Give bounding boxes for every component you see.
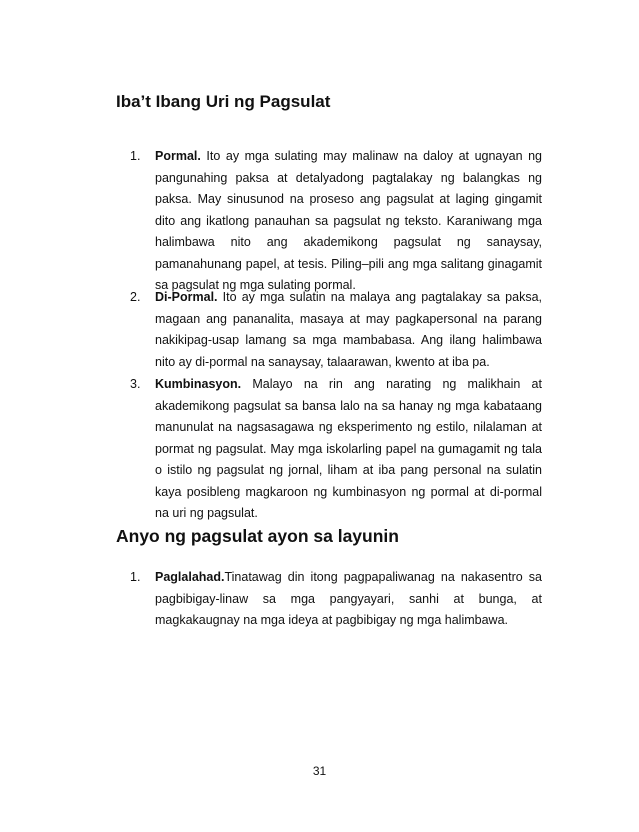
list-item-body bbox=[155, 146, 542, 297]
term-description: Ito ay mga sulating may malinaw na daloy at ugnayan ng pangunahing paksa at detalyadong pagtalakay ng balangkas ng paksa. May sinusunod na proseso ang pagsulat at laging gingamit dito ang ikatlong panauhan sa pagsulat ng teksto. Karaniwang mga halimbawa nito ang akademikong pagsulat ng sanaysay, pamanahunang papel, at tesis. Piling–pili ang mga salitang ginagamit sa pagsulat ng mga sulating pormal. bbox=[155, 149, 542, 292]
list-item-body bbox=[155, 287, 542, 373]
list-number: 1. bbox=[130, 570, 141, 584]
section-heading-uri-ng-pagsulat: Iba’t Ibang Uri ng Pagsulat bbox=[116, 92, 331, 111]
list-number: 1. bbox=[130, 149, 141, 163]
term-description: Ito ay mga sulatin na malaya ang pagtalakay sa paksa, magaan ang pananalita, masaya at may pagkapersonal na parang nakikipag-usap lamang sa mga mambabasa. Ang ilang halimbawa nito ay di-pormal na sanaysay, talaarawan, kwento at iba pa. bbox=[155, 290, 542, 369]
term-label: Paglalahad. bbox=[155, 570, 225, 584]
page-number: 31 bbox=[312, 764, 327, 778]
list-item-body bbox=[155, 374, 542, 525]
term-label: Kumbinasyon. bbox=[155, 377, 242, 391]
list-number: 2. bbox=[130, 290, 141, 304]
list-item-kumbinasyon bbox=[130, 374, 542, 525]
list-item-body bbox=[155, 567, 542, 632]
term-description: Malayo na rin ang narating ng malikhain at akademikong pagsulat sa bansa lalo na sa hanay ng mga kabataang manunulat na nagsasagawa ng eksperimento ng estilo, nilalaman at pormat ng pagsulat. May mga iskolarling papel na gumagamit ng tala o istilo ng pagsulat ng jornal, liham at iba pang personal na sulatin kaya posibleng magkaroon ng kumbinasyon ng pormal at di-pormal na uri ng pagsulat. bbox=[155, 377, 542, 520]
list-item-pormal bbox=[130, 146, 542, 297]
list-number: 3. bbox=[130, 377, 141, 391]
section-heading-anyo-ng-pagsulat: Anyo ng pagsulat ayon sa layunin bbox=[116, 526, 399, 546]
list-item-di-pormal bbox=[130, 287, 542, 373]
term-label: Di-Pormal. bbox=[155, 290, 218, 304]
list-item-paglalahad bbox=[130, 567, 542, 632]
term-description: Tinatawag din itong pagpapaliwanag na nakasentro sa pagbibigay-linaw sa mga pangyayari, sanhi at bunga, at magkakaugnay na mga ideya at pagbibigay ng mga halimbawa. bbox=[155, 570, 542, 627]
term-label: Pormal. bbox=[155, 149, 201, 163]
